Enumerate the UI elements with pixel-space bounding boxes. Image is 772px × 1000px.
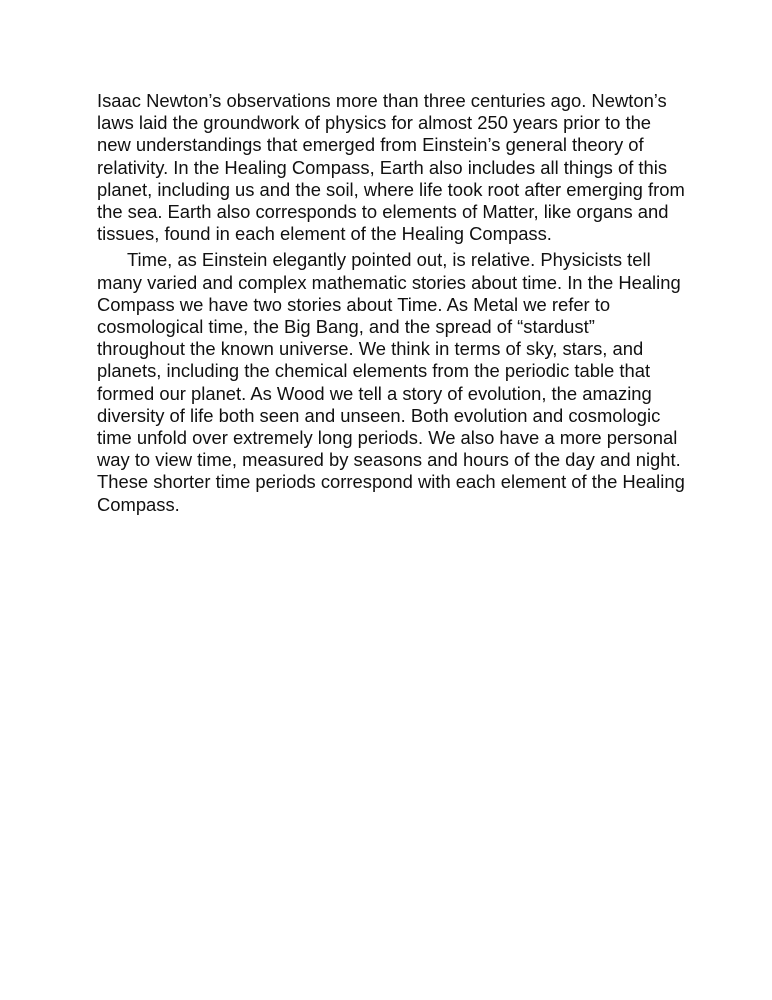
body-paragraph: Isaac Newton’s observations more than three centuries ago. Newton’s laws laid the groundwork of physics for almost 250 years prior to the new understandings that emerged from Einstein’s general theory of relativity. In the Healing Compass, Earth also includes all things of this planet, including us and the soil, where life took root after emerging from the sea. Earth also corresponds to elements of Matter, like organs and tissues, found in each element of the Healing Compass.	[97, 90, 685, 245]
document-page	[97, 90, 687, 516]
body-paragraph: Time, as Einstein elegantly pointed out, is relative. Physicists tell many varied and complex mathematic stories about time. In the Healing Compass we have two stories about Time. As Metal we refer to cosmological time, the Big Bang, and the spread of “stardust” throughout the known universe. We think in terms of sky, stars, and planets, including the chemical elements from the periodic table that formed our planet. As Wood we tell a story of evolution, the amazing diversity of life both seen and unseen. Both evolution and cosmologic time unfold over extremely long periods. We also have a more personal way to view time, measured by seasons and hours of the day and night. These shorter time periods correspond with each element of the Healing Compass.	[97, 249, 685, 515]
